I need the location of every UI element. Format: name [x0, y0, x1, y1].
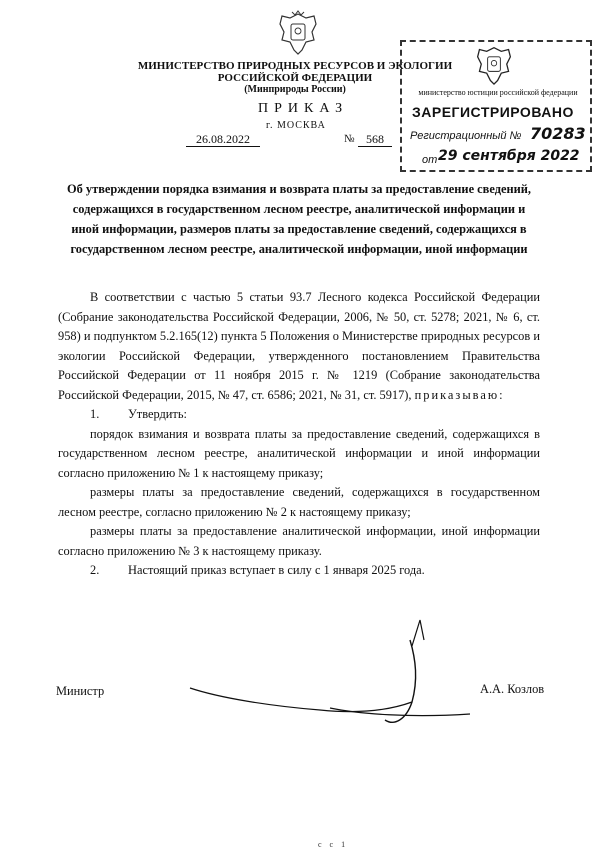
number-sign: №	[344, 133, 355, 145]
preamble-text: В соответствии с частью 5 статьи 93.7 Лесного кодекса Российской Федерации (Собрание законодательства Российской Федерации, 2006, № 50, ст. 5278; 2021, № 6, ст. 958) и подпунктом 5.2.165(12) пункта 5 Положения о Министерстве природных ресурсов и экологии Российской Федерации, утвержденного постановлением Правительства Российской Федерации от 11 ноября 2015 г. № 1219 (Собрание законодательства Российской Федерации, 2015, № 47, ст. 6586; 2021, № 31, ст. 5917),	[58, 290, 540, 402]
subitem-1: порядок взимания и возврата платы за предоставление сведений, содержащихся в государственном лесном реестре, аналитической информации и иной информации согласно приложению № 1 к настоящему приказу;	[58, 426, 540, 480]
handwritten-signature	[180, 610, 480, 730]
stamp-date-label: от	[422, 154, 438, 166]
document-title: Об утверждении порядка взимания и возврата платы за предоставление сведений, содержащихся в государственном лесном реестре, аналитической информации и иной информации, размеров платы за предоставление сведений, содержащихся в государственном лесном реестре, аналитической информации, иной информации	[67, 182, 531, 256]
stamp-title: ЗАРЕГИСТРИРОВАНО	[412, 104, 574, 120]
stamp-date: 29 сентября 2022	[438, 148, 580, 164]
item-1-text: Утвердить:	[128, 407, 187, 421]
coat-of-arms-icon	[276, 10, 320, 56]
document-date: 26.08.2022	[186, 132, 260, 147]
subitem-2: размеры платы за предоставление сведений, содержащихся в государственном лесном реестре, согласно приложению № 2 к настоящему приказу;	[58, 485, 540, 519]
item-1-number: 1.	[90, 407, 100, 421]
ministry-name-line1: МИНИСТЕРСТВО ПРИРОДНЫХ РЕСУРСОВ И ЭКОЛОГИИ	[137, 60, 453, 72]
preamble-paragraph	[58, 288, 540, 405]
stamp-regnum-label: Регистрационный №	[410, 130, 522, 142]
document-body	[58, 288, 540, 581]
stamp-ministry: министерство юстиции российской федерации	[418, 88, 578, 97]
subitem-3: размеры платы за предоставление аналитической информации, иной информации согласно приложению № 3 к настоящему приказу.	[58, 524, 540, 558]
item-1	[58, 405, 540, 425]
item-2	[58, 561, 540, 581]
stamp-emblem-icon	[474, 44, 514, 86]
item-2-text: Настоящий приказ вступает в силу с 1 января 2025 года.	[128, 563, 425, 577]
order-word: приказываю:	[414, 387, 505, 402]
stamp-regnum: 70283	[530, 124, 586, 143]
footer-mark: с с 1	[318, 840, 349, 849]
document-number: 568	[358, 132, 392, 147]
signatory-position: Министр	[56, 684, 105, 698]
signatory-name: А.А. Козлов	[480, 682, 545, 696]
document-city: г. МОСКВА	[266, 120, 326, 131]
registration-stamp	[400, 40, 592, 172]
ministry-short-name: (Минприроды России)	[244, 84, 346, 95]
item-2-number: 2.	[90, 563, 100, 577]
document-type: ПРИКАЗ	[258, 101, 349, 116]
ministry-name-line2: РОССИЙСКОЙ ФЕДЕРАЦИИ	[217, 72, 373, 84]
